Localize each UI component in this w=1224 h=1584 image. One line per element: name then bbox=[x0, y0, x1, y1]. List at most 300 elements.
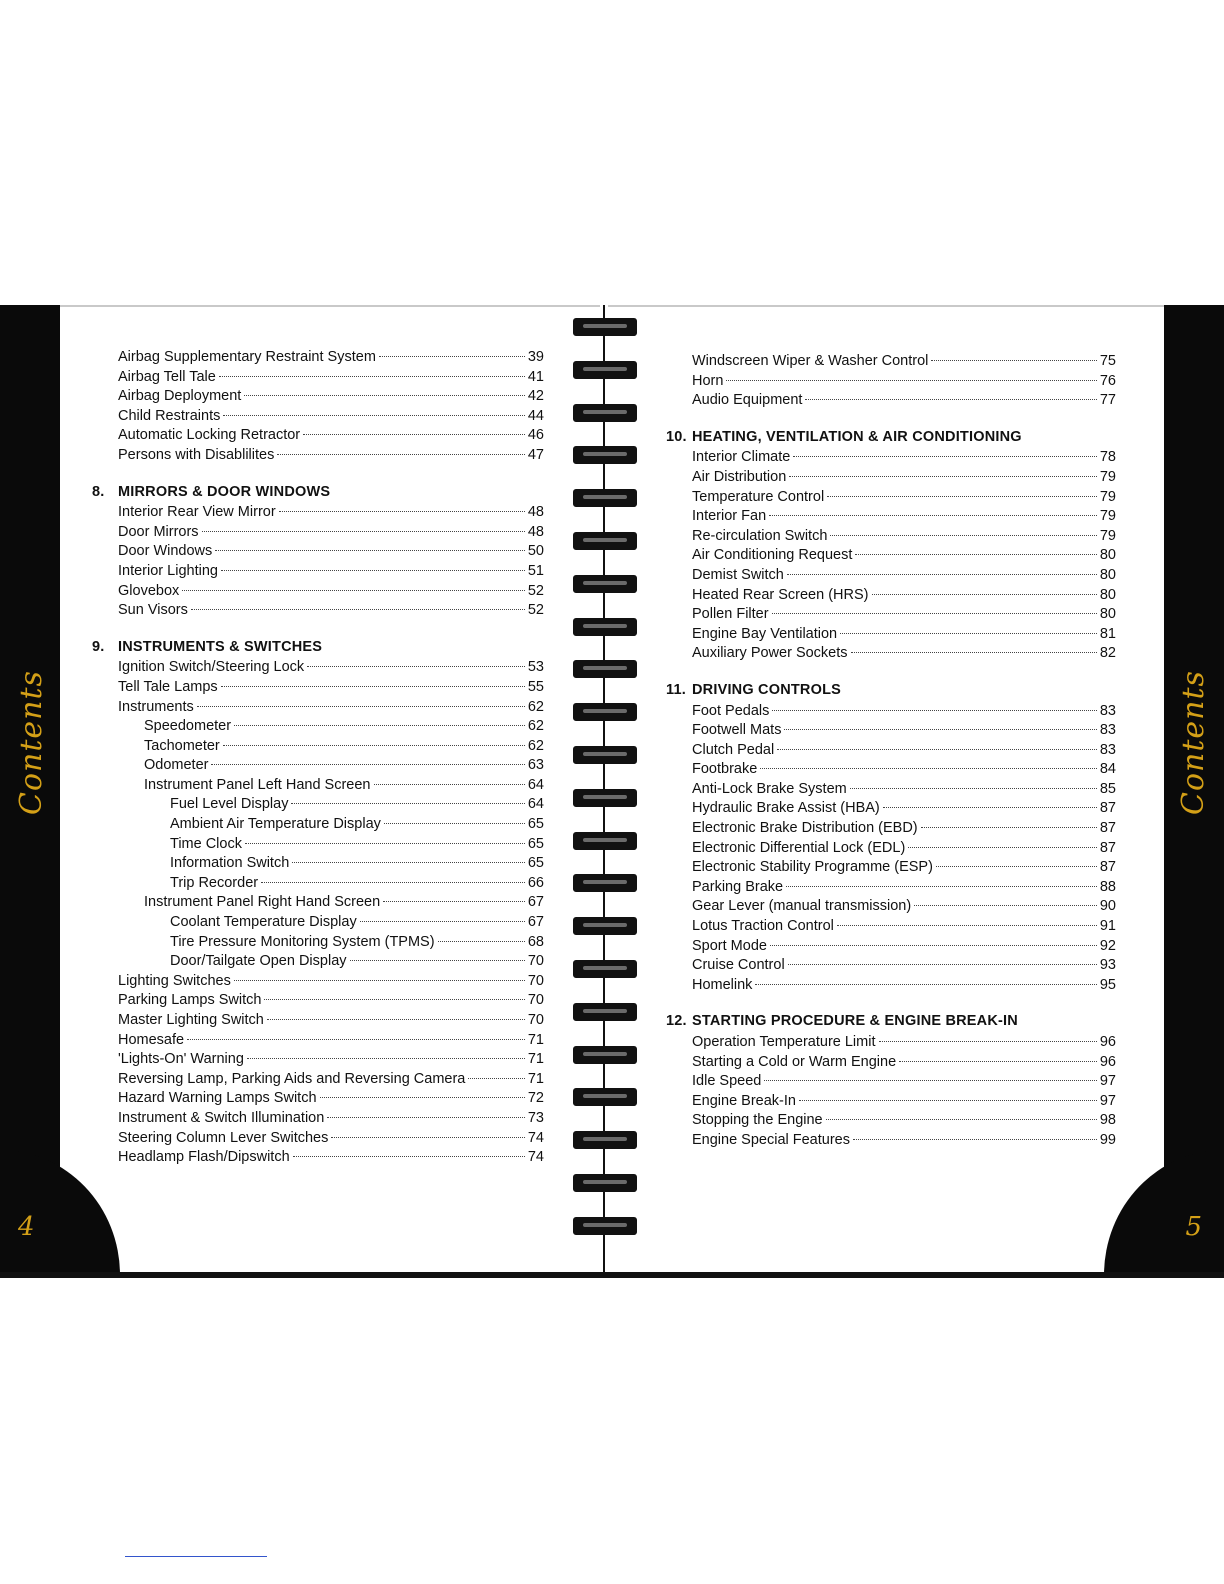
toc-entry bbox=[92, 991, 544, 1011]
entry-page: 65 bbox=[527, 835, 544, 852]
dot-leader bbox=[223, 745, 525, 746]
dot-leader bbox=[221, 686, 525, 687]
dot-leader bbox=[826, 1119, 1097, 1120]
toc-entry bbox=[666, 839, 1116, 859]
entry-title: Homelink bbox=[692, 976, 753, 993]
entry-title: Child Restraints bbox=[118, 407, 221, 424]
dot-leader bbox=[784, 729, 1096, 730]
entry-title: Auxiliary Power Sockets bbox=[692, 645, 848, 662]
dot-leader bbox=[293, 1156, 525, 1157]
binding-coil bbox=[573, 489, 637, 507]
section-title: INSTRUMENTS & SWITCHES bbox=[118, 638, 323, 655]
entry-page: 70 bbox=[527, 972, 544, 989]
binding-coil bbox=[573, 917, 637, 935]
left-tab-label: Contents bbox=[14, 670, 49, 815]
toc-entry bbox=[666, 586, 1116, 606]
toc-entry bbox=[666, 625, 1116, 645]
dot-leader bbox=[223, 415, 525, 416]
entry-title: Speedometer bbox=[144, 718, 232, 735]
entry-title: Tell Tale Lamps bbox=[118, 678, 218, 695]
toc-entry bbox=[666, 352, 1116, 372]
binding-coil bbox=[573, 832, 637, 850]
dot-leader bbox=[850, 788, 1097, 789]
toc-entry bbox=[92, 913, 544, 933]
entry-page: 73 bbox=[527, 1109, 544, 1126]
entry-title: Tachometer bbox=[144, 737, 220, 754]
toc-entry bbox=[92, 426, 544, 446]
entry-page: 96 bbox=[1099, 1034, 1116, 1050]
entry-page: 92 bbox=[1099, 937, 1116, 954]
toc-entry bbox=[666, 819, 1116, 839]
toc-entry bbox=[666, 799, 1116, 819]
entry-page: 39 bbox=[527, 349, 544, 365]
toc-entry bbox=[666, 780, 1116, 800]
toc-entry bbox=[92, 542, 544, 562]
toc-entry bbox=[92, 972, 544, 992]
entry-page: 97 bbox=[1099, 1092, 1116, 1109]
entry-title: Instrument & Switch Illumination bbox=[118, 1109, 325, 1126]
entry-page: 70 bbox=[527, 1012, 544, 1028]
toc-entry bbox=[92, 582, 544, 602]
entry-page: 95 bbox=[1099, 976, 1116, 993]
entry-page: 83 bbox=[1099, 741, 1116, 758]
toc-entry bbox=[666, 546, 1116, 566]
binding-coil bbox=[573, 789, 637, 807]
entry-title: Interior Lighting bbox=[118, 562, 218, 579]
toc-entry bbox=[92, 717, 544, 737]
entry-title: Foot Pedals bbox=[692, 702, 770, 719]
toc-entry bbox=[92, 407, 544, 427]
toc-entry bbox=[666, 488, 1116, 508]
entry-page: 62 bbox=[527, 737, 544, 754]
entry-title: Instrument Panel Left Hand Screen bbox=[144, 776, 371, 793]
dot-leader bbox=[247, 1058, 525, 1059]
dot-leader bbox=[187, 1039, 525, 1040]
entry-title: Starting a Cold or Warm Engine bbox=[692, 1053, 897, 1070]
toc-entry bbox=[92, 1011, 544, 1031]
toc-entry bbox=[92, 952, 544, 972]
toc-entry bbox=[666, 760, 1116, 780]
entry-title: Information Switch bbox=[170, 855, 290, 872]
entry-page: 71 bbox=[527, 1051, 544, 1068]
entry-page: 67 bbox=[527, 894, 544, 911]
dot-leader bbox=[244, 395, 525, 396]
dot-leader bbox=[331, 1137, 525, 1138]
toc-entry bbox=[92, 562, 544, 582]
entry-title: Pollen Filter bbox=[692, 606, 769, 623]
section-number: 10. bbox=[666, 428, 687, 445]
entry-title: Persons with Disablilites bbox=[118, 446, 275, 463]
entry-title: 'Lights-On' Warning bbox=[118, 1051, 244, 1068]
entry-page: 87 bbox=[1099, 800, 1116, 817]
top-rule-right bbox=[608, 305, 1164, 307]
entry-page: 80 bbox=[1099, 586, 1116, 603]
dot-leader bbox=[827, 496, 1097, 497]
toc-entry bbox=[666, 702, 1116, 722]
dot-leader bbox=[921, 827, 1097, 828]
binding-coil bbox=[573, 874, 637, 892]
toc-entry bbox=[666, 937, 1116, 957]
toc-entry bbox=[92, 348, 544, 368]
entry-title: Sun Visors bbox=[118, 602, 188, 619]
entry-title: Electronic Brake Distribution (EBD) bbox=[692, 820, 918, 837]
toc-entry bbox=[666, 897, 1116, 917]
entry-page: 63 bbox=[527, 757, 544, 774]
entry-page: 99 bbox=[1099, 1131, 1116, 1148]
entry-page: 44 bbox=[527, 407, 544, 424]
dot-leader bbox=[786, 886, 1097, 887]
binding-coil bbox=[573, 618, 637, 636]
entry-title: Time Clock bbox=[170, 835, 242, 852]
entry-title: Air Conditioning Request bbox=[692, 547, 853, 564]
dot-leader bbox=[830, 535, 1096, 536]
binding-coil bbox=[573, 361, 637, 379]
dot-leader bbox=[350, 960, 525, 961]
binding-coil bbox=[573, 404, 637, 422]
section-heading bbox=[666, 1012, 1116, 1032]
entry-title: Automatic Locking Retractor bbox=[118, 427, 301, 444]
entry-page: 77 bbox=[1099, 392, 1116, 409]
entry-page: 79 bbox=[1099, 508, 1116, 525]
entry-page: 65 bbox=[527, 855, 544, 872]
dot-leader bbox=[914, 905, 1097, 906]
entry-title: Airbag Tell Tale bbox=[118, 368, 216, 385]
toc-entry bbox=[666, 976, 1116, 996]
entry-page: 82 bbox=[1099, 645, 1116, 662]
binding-coil bbox=[573, 575, 637, 593]
dot-leader bbox=[211, 764, 524, 765]
entry-title: Audio Equipment bbox=[692, 392, 803, 409]
toc-entry bbox=[92, 1050, 544, 1070]
binding-coil bbox=[573, 1217, 637, 1235]
dot-leader bbox=[327, 1117, 525, 1118]
section-title: MIRRORS & DOOR WINDOWS bbox=[118, 483, 331, 500]
dot-leader bbox=[292, 862, 525, 863]
dot-leader bbox=[234, 980, 525, 981]
dot-leader bbox=[307, 666, 525, 667]
left-contents-tab bbox=[0, 305, 60, 1275]
entry-title: Sport Mode bbox=[692, 937, 767, 954]
entry-title: Parking Brake bbox=[692, 878, 784, 895]
entry-title: Temperature Control bbox=[692, 488, 825, 505]
dot-leader bbox=[789, 476, 1097, 477]
entry-title: Reversing Lamp, Parking Aids and Reversing Camera bbox=[118, 1070, 466, 1087]
entry-title: Instrument Panel Right Hand Screen bbox=[144, 894, 381, 911]
dot-leader bbox=[899, 1061, 1097, 1062]
toc-entry bbox=[666, 527, 1116, 547]
dot-leader bbox=[182, 590, 525, 591]
dot-leader bbox=[769, 515, 1097, 516]
dot-leader bbox=[788, 964, 1097, 965]
toc-entry bbox=[92, 737, 544, 757]
entry-page: 90 bbox=[1099, 898, 1116, 915]
toc-entry bbox=[92, 368, 544, 388]
toc-entry bbox=[92, 1148, 544, 1168]
dot-leader bbox=[755, 984, 1096, 985]
entry-title: Engine Bay Ventilation bbox=[692, 625, 838, 642]
dot-leader bbox=[320, 1097, 525, 1098]
binding-coil bbox=[573, 1003, 637, 1021]
dot-leader bbox=[379, 356, 525, 357]
dot-leader bbox=[799, 1100, 1097, 1101]
entry-title: Coolant Temperature Display bbox=[170, 914, 357, 931]
toc-entry bbox=[92, 815, 544, 835]
dot-leader bbox=[840, 633, 1097, 634]
entry-page: 96 bbox=[1099, 1053, 1116, 1070]
toc-entry bbox=[92, 503, 544, 523]
entry-title: Electronic Stability Programme (ESP) bbox=[692, 859, 933, 876]
dot-leader bbox=[303, 434, 525, 435]
dot-leader bbox=[872, 594, 1097, 595]
dot-leader bbox=[760, 768, 1097, 769]
entry-title: Door Mirrors bbox=[118, 523, 199, 540]
entry-title: Ignition Switch/Steering Lock bbox=[118, 659, 305, 676]
toc-entry bbox=[666, 566, 1116, 586]
entry-title: Engine Special Features bbox=[692, 1131, 850, 1148]
right-toc-column bbox=[666, 352, 1116, 1151]
entry-page: 79 bbox=[1099, 488, 1116, 505]
right-tab-label: Contents bbox=[1176, 670, 1211, 815]
toc-entry bbox=[92, 874, 544, 894]
toc-entry bbox=[666, 1053, 1116, 1073]
entry-title: Homesafe bbox=[118, 1031, 185, 1048]
binding-coil bbox=[573, 1088, 637, 1106]
entry-title: Anti-Lock Brake System bbox=[692, 780, 847, 797]
dot-leader bbox=[879, 1041, 1097, 1042]
entry-title: Hazard Warning Lamps Switch bbox=[118, 1090, 317, 1107]
entry-page: 88 bbox=[1099, 878, 1116, 895]
entry-title: Lotus Traction Control bbox=[692, 918, 834, 935]
entry-page: 81 bbox=[1099, 625, 1116, 642]
toc-entry bbox=[666, 1033, 1116, 1053]
dot-leader bbox=[936, 866, 1097, 867]
entry-title: Glovebox bbox=[118, 582, 180, 599]
toc-entry bbox=[92, 933, 544, 953]
binding-coil bbox=[573, 1046, 637, 1064]
entry-page: 76 bbox=[1099, 372, 1116, 389]
entry-page: 84 bbox=[1099, 761, 1116, 778]
entry-title: Headlamp Flash/Dipswitch bbox=[118, 1149, 290, 1166]
section-number: 9. bbox=[92, 638, 105, 655]
entry-page: 65 bbox=[527, 816, 544, 833]
entry-title: Lighting Switches bbox=[118, 972, 231, 989]
binding-coil bbox=[573, 703, 637, 721]
entry-title: Hydraulic Brake Assist (HBA) bbox=[692, 800, 880, 817]
dot-leader bbox=[264, 999, 524, 1000]
dot-leader bbox=[837, 925, 1097, 926]
section-number: 12. bbox=[666, 1013, 687, 1030]
dot-leader bbox=[360, 921, 525, 922]
entry-page: 79 bbox=[1099, 527, 1116, 544]
toc-entry bbox=[92, 678, 544, 698]
dot-leader bbox=[291, 803, 524, 804]
entry-page: 85 bbox=[1099, 780, 1116, 797]
dot-leader bbox=[805, 399, 1096, 400]
dot-leader bbox=[851, 652, 1097, 653]
entry-page: 55 bbox=[527, 678, 544, 695]
toc-entry bbox=[666, 858, 1116, 878]
toc-entry bbox=[92, 893, 544, 913]
left-toc-column bbox=[92, 348, 544, 1168]
entry-page: 48 bbox=[527, 504, 544, 521]
entry-title: Trip Recorder bbox=[170, 874, 259, 891]
entry-title: Tire Pressure Monitoring System (TPMS) bbox=[170, 933, 435, 950]
section-number: 11. bbox=[666, 681, 686, 698]
entry-page: 72 bbox=[527, 1090, 544, 1107]
entry-page: 48 bbox=[527, 523, 544, 540]
entry-page: 68 bbox=[527, 933, 544, 950]
section-heading bbox=[666, 681, 1116, 701]
binding-coil bbox=[573, 1174, 637, 1192]
toc-entry bbox=[92, 776, 544, 796]
section-title: HEATING, VENTILATION & AIR CONDITIONING bbox=[692, 428, 1022, 445]
right-page-number: 5 bbox=[1185, 1212, 1202, 1242]
entry-page: 53 bbox=[527, 659, 544, 676]
toc-entry bbox=[92, 601, 544, 621]
toc-entry bbox=[666, 605, 1116, 625]
toc-entry bbox=[92, 1070, 544, 1090]
entry-page: 91 bbox=[1099, 918, 1116, 935]
dot-leader bbox=[772, 710, 1096, 711]
entry-title: Ambient Air Temperature Display bbox=[170, 816, 381, 833]
entry-title: Footwell Mats bbox=[692, 722, 782, 739]
entry-title: Master Lighting Switch bbox=[118, 1012, 264, 1028]
dot-leader bbox=[221, 570, 525, 571]
binding-coil bbox=[573, 446, 637, 464]
entry-title: Door Windows bbox=[118, 543, 213, 560]
toc-entry bbox=[666, 1092, 1116, 1112]
entry-page: 42 bbox=[527, 388, 544, 405]
entry-page: 52 bbox=[527, 582, 544, 599]
entry-title: Operation Temperature Limit bbox=[692, 1034, 876, 1050]
entry-title: Clutch Pedal bbox=[692, 741, 775, 758]
dot-leader bbox=[438, 941, 525, 942]
entry-page: 93 bbox=[1099, 957, 1116, 974]
dot-leader bbox=[883, 807, 1097, 808]
entry-title: Instruments bbox=[118, 698, 194, 715]
toc-entry bbox=[666, 721, 1116, 741]
binding-coil bbox=[573, 746, 637, 764]
entry-page: 97 bbox=[1099, 1073, 1116, 1090]
left-page-number: 4 bbox=[18, 1212, 35, 1242]
entry-title: Airbag Supplementary Restraint System bbox=[118, 349, 376, 365]
entry-title: Horn bbox=[692, 372, 724, 389]
dot-leader bbox=[793, 456, 1097, 457]
dot-leader bbox=[197, 706, 525, 707]
entry-page: 51 bbox=[527, 562, 544, 579]
toc-entry bbox=[666, 1111, 1116, 1131]
toc-entry bbox=[666, 1072, 1116, 1092]
dot-leader bbox=[770, 945, 1097, 946]
entry-page: 87 bbox=[1099, 859, 1116, 876]
section-title: STARTING PROCEDURE & ENGINE BREAK-IN bbox=[692, 1013, 1018, 1030]
entry-title: Parking Lamps Switch bbox=[118, 992, 262, 1009]
entry-title: Gear Lever (manual transmission) bbox=[692, 898, 912, 915]
entry-title: Cruise Control bbox=[692, 957, 785, 974]
toc-entry bbox=[666, 878, 1116, 898]
toc-entry bbox=[92, 1089, 544, 1109]
entry-page: 98 bbox=[1099, 1112, 1116, 1129]
toc-entry bbox=[92, 1109, 544, 1129]
dot-leader bbox=[853, 1139, 1097, 1140]
entry-page: 62 bbox=[527, 698, 544, 715]
entry-page: 74 bbox=[527, 1149, 544, 1166]
toc-entry bbox=[92, 756, 544, 776]
toc-entry bbox=[92, 1031, 544, 1051]
entry-page: 67 bbox=[527, 914, 544, 931]
entry-page: 87 bbox=[1099, 839, 1116, 856]
section-heading bbox=[666, 428, 1116, 448]
entry-title: Re-circulation Switch bbox=[692, 527, 828, 544]
right-contents-tab bbox=[1164, 305, 1224, 1275]
entry-page: 75 bbox=[1099, 353, 1116, 369]
entry-page: 41 bbox=[527, 368, 544, 385]
entry-title: Odometer bbox=[144, 757, 209, 774]
section-number: 8. bbox=[92, 483, 105, 500]
toc-entry bbox=[666, 956, 1116, 976]
entry-page: 79 bbox=[1099, 468, 1116, 485]
dot-leader bbox=[215, 550, 525, 551]
binding-coil bbox=[573, 960, 637, 978]
dot-leader bbox=[764, 1080, 1097, 1081]
entry-title: Interior Rear View Mirror bbox=[118, 504, 276, 521]
entry-title: Demist Switch bbox=[692, 566, 784, 583]
dot-leader bbox=[277, 454, 525, 455]
entry-page: 80 bbox=[1099, 566, 1116, 583]
dot-leader bbox=[374, 784, 525, 785]
entry-page: 87 bbox=[1099, 820, 1116, 837]
entry-title: Footbrake bbox=[692, 761, 758, 778]
toc-entry bbox=[92, 854, 544, 874]
footer-underline bbox=[125, 1556, 267, 1557]
toc-entry bbox=[666, 507, 1116, 527]
entry-page: 64 bbox=[527, 796, 544, 813]
dot-leader bbox=[726, 380, 1096, 381]
entry-title: Airbag Deployment bbox=[118, 388, 242, 405]
section-heading bbox=[92, 638, 544, 658]
dot-leader bbox=[931, 360, 1096, 361]
toc-entry bbox=[666, 448, 1116, 468]
entry-title: Heated Rear Screen (HRS) bbox=[692, 586, 869, 603]
toc-entry bbox=[666, 372, 1116, 392]
entry-page: 80 bbox=[1099, 547, 1116, 564]
entry-page: 83 bbox=[1099, 702, 1116, 719]
toc-entry bbox=[666, 1131, 1116, 1151]
binding-coil bbox=[573, 532, 637, 550]
entry-page: 78 bbox=[1099, 449, 1116, 466]
dot-leader bbox=[279, 511, 525, 512]
toc-entry bbox=[666, 917, 1116, 937]
entry-page: 83 bbox=[1099, 722, 1116, 739]
entry-title: Engine Break-In bbox=[692, 1092, 796, 1109]
entry-title: Interior Fan bbox=[692, 508, 767, 525]
toc-entry bbox=[666, 741, 1116, 761]
dot-leader bbox=[384, 823, 525, 824]
entry-title: Idle Speed bbox=[692, 1073, 762, 1090]
entry-page: 46 bbox=[527, 427, 544, 444]
entry-page: 62 bbox=[527, 718, 544, 735]
dot-leader bbox=[787, 574, 1097, 575]
entry-page: 50 bbox=[527, 543, 544, 560]
entry-page: 74 bbox=[527, 1129, 544, 1146]
section-title: DRIVING CONTROLS bbox=[692, 681, 842, 698]
binding-coil bbox=[573, 318, 637, 336]
entry-title: Interior Climate bbox=[692, 449, 791, 466]
toc-entry bbox=[92, 387, 544, 407]
dot-leader bbox=[245, 843, 525, 844]
entry-page: 70 bbox=[527, 992, 544, 1009]
dot-leader bbox=[191, 609, 525, 610]
